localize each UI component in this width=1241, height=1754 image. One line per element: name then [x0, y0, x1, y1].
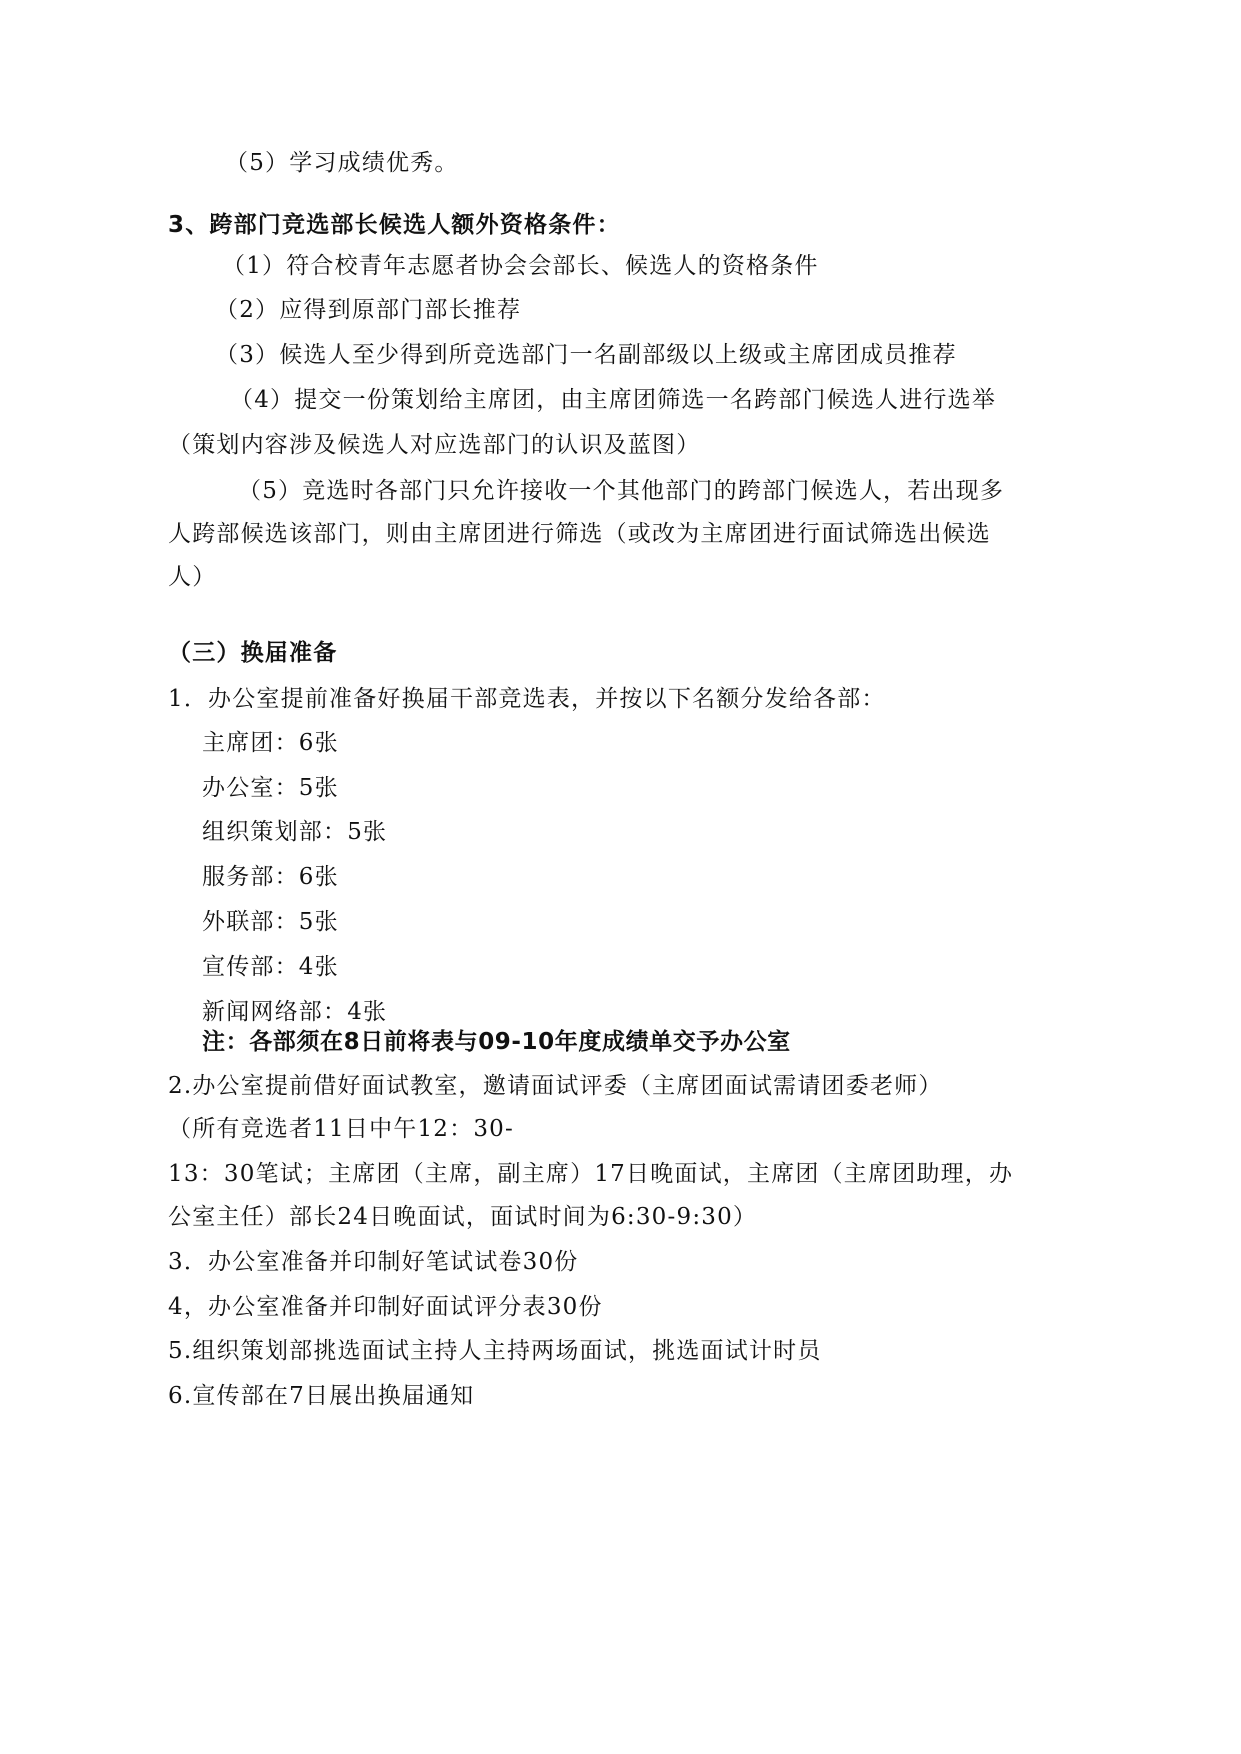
quota-item: 办公室：5张 — [202, 775, 339, 801]
quota-item: 宣传部：4张 — [202, 954, 339, 980]
quota-item: 外联部：5张 — [202, 909, 339, 935]
list-item: （1）符合校青年志愿者协会会部长、候选人的资格条件 — [222, 253, 819, 279]
paragraph-line: 3．办公室准备并印制好笔试试卷30份 — [168, 1249, 579, 1275]
paragraph-line: 4，办公室准备并印制好面试评分表30份 — [168, 1294, 603, 1320]
list-item: （5）学习成绩优秀。 — [225, 150, 459, 176]
list-item: （4）提交一份策划给主席团，由主席团筛选一名跨部门候选人进行选举 — [230, 387, 997, 413]
section-heading: （三）换届准备 — [168, 640, 338, 666]
list-item: （2）应得到原部门部长推荐 — [215, 297, 522, 323]
list-item: （5）竞选时各部门只允许接收一个其他部门的跨部门候选人，若出现多 — [238, 478, 1005, 504]
list-item: （3）候选人至少得到所竞选部门一名副部级以上级或主席团成员推荐 — [215, 342, 957, 368]
quota-item: 新闻网络部：4张 — [202, 999, 388, 1025]
paragraph-line: 1．办公室提前准备好换届干部竞选表，并按以下名额分发给各部： — [168, 686, 886, 712]
paragraph-line: 2.办公室提前借好面试教室，邀请面试评委（主席团面试需请团委老师） — [168, 1073, 943, 1099]
paragraph-line: 13：30笔试；主席团（主席，副主席）17日晚面试，主席团（主席团助理，办 — [168, 1161, 1014, 1187]
paragraph-line: （策划内容涉及候选人对应选部门的认识及蓝图） — [168, 432, 701, 458]
quota-item: 组织策划部：5张 — [202, 819, 388, 845]
note: 注：各部须在8日前将表与09-10年度成绩单交予办公室 — [202, 1029, 791, 1055]
quota-item: 服务部：6张 — [202, 864, 339, 890]
paragraph-line: 5.组织策划部挑选面试主持人主持两场面试，挑选面试计时员 — [168, 1338, 822, 1364]
paragraph-line: 人跨部候选该部门，则由主席团进行筛选（或改为主席团进行面试筛选出候选 — [168, 521, 991, 547]
paragraph-line: 人） — [168, 564, 217, 590]
paragraph-line: 6.宣传部在7日展出换届通知 — [168, 1383, 475, 1409]
paragraph-line: 公室主任）部长24日晚面试，面试时间为6:30-9:30） — [168, 1204, 758, 1230]
paragraph-line: （所有竞选者11日中午12：30- — [168, 1116, 514, 1142]
section-heading: 3、跨部门竞选部长候选人额外资格条件： — [168, 212, 621, 238]
quota-item: 主席团：6张 — [202, 730, 339, 756]
